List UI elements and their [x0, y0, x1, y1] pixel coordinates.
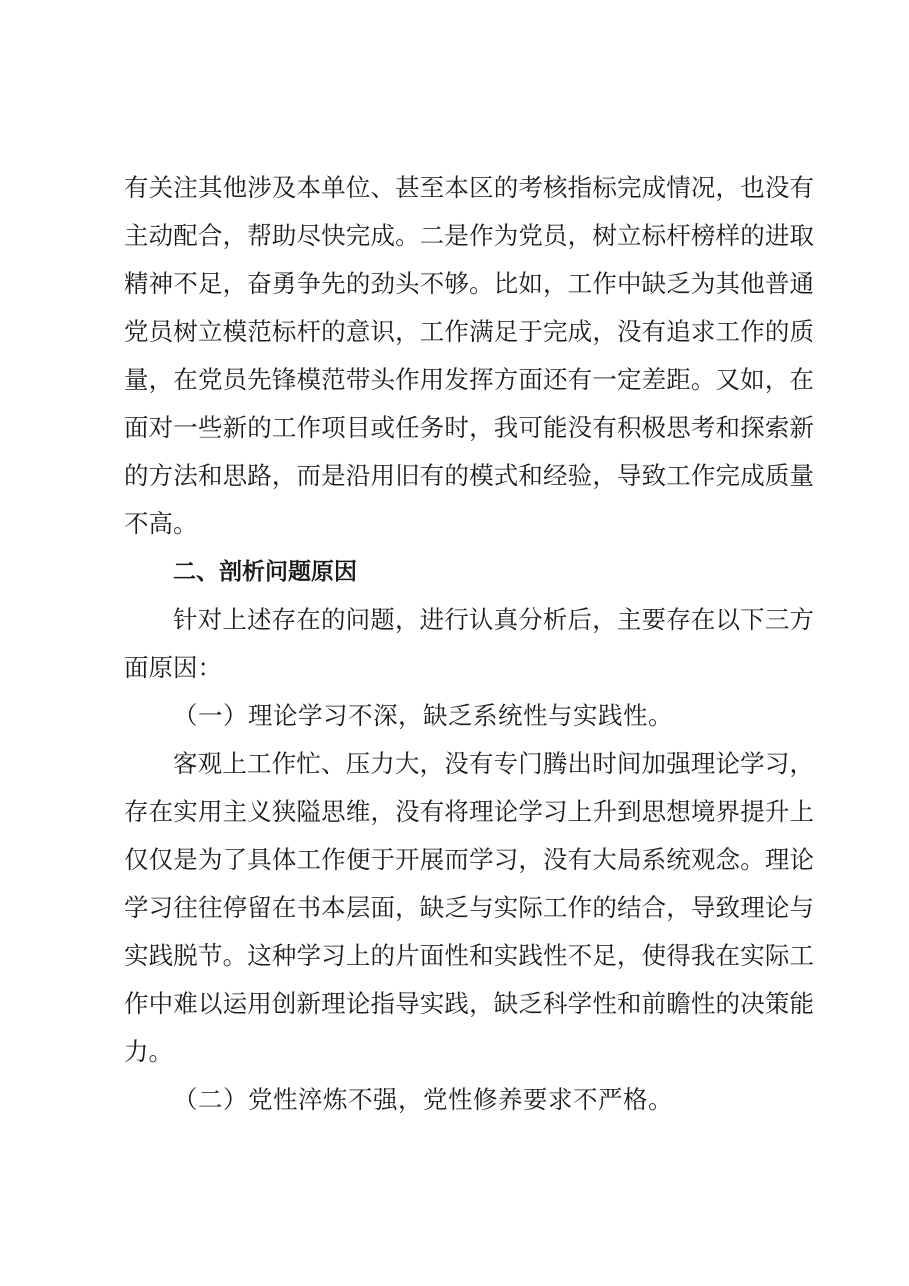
- body-line: 针对上述存在的问题，进行认真分析后，主要存在以下三方: [173, 605, 814, 634]
- body-line: 面对一些新的工作项目或任务时，我可能没有积极思考和探索新: [124, 413, 814, 442]
- body-line: 客观上工作忙、压力大，没有专门腾出时间加强理论学习，: [173, 749, 814, 778]
- body-line: 面原因：: [124, 653, 222, 682]
- body-line: 力。: [124, 1037, 173, 1066]
- body-line: 量，在党员先锋模范带头作用发挥方面还有一定差距。又如，在: [124, 365, 814, 394]
- body-line: 存在实用主义狭隘思维，没有将理论学习上升到思想境界提升上: [124, 797, 814, 826]
- body-line: 主动配合，帮助尽快完成。二是作为党员，树立标杆榜样的进取: [124, 221, 814, 250]
- body-line: 实践脱节。这种学习上的片面性和实践性不足，使得我在实际工: [124, 941, 814, 970]
- subsection-heading: （一）理论学习不深，缺乏系统性与实践性。: [173, 701, 673, 730]
- body-line: 不高。: [124, 509, 198, 538]
- body-line: 党员树立模范标杆的意识，工作满足于完成，没有追求工作的质: [124, 317, 814, 346]
- section-heading: 二、剖析问题原因: [173, 559, 357, 585]
- body-line: 有关注其他涉及本单位、甚至本区的考核指标完成情况，也没有: [124, 173, 814, 202]
- subsection-heading: （二）党性淬炼不强，党性修养要求不严格。: [173, 1085, 673, 1114]
- body-line: 仅仅是为了具体工作便于开展而学习，没有大局系统观念。理论: [124, 845, 814, 874]
- body-line: 学习往往停留在书本层面，缺乏与实际工作的结合，导致理论与: [124, 893, 814, 922]
- body-line: 作中难以运用创新理论指导实践，缺乏科学性和前瞻性的决策能: [124, 989, 814, 1018]
- body-line: 精神不足，奋勇争先的劲头不够。比如，工作中缺乏为其他普通: [124, 269, 814, 298]
- document-body: [124, 164, 814, 1124]
- body-line: 的方法和思路，而是沿用旧有的模式和经验，导致工作完成质量: [124, 461, 814, 490]
